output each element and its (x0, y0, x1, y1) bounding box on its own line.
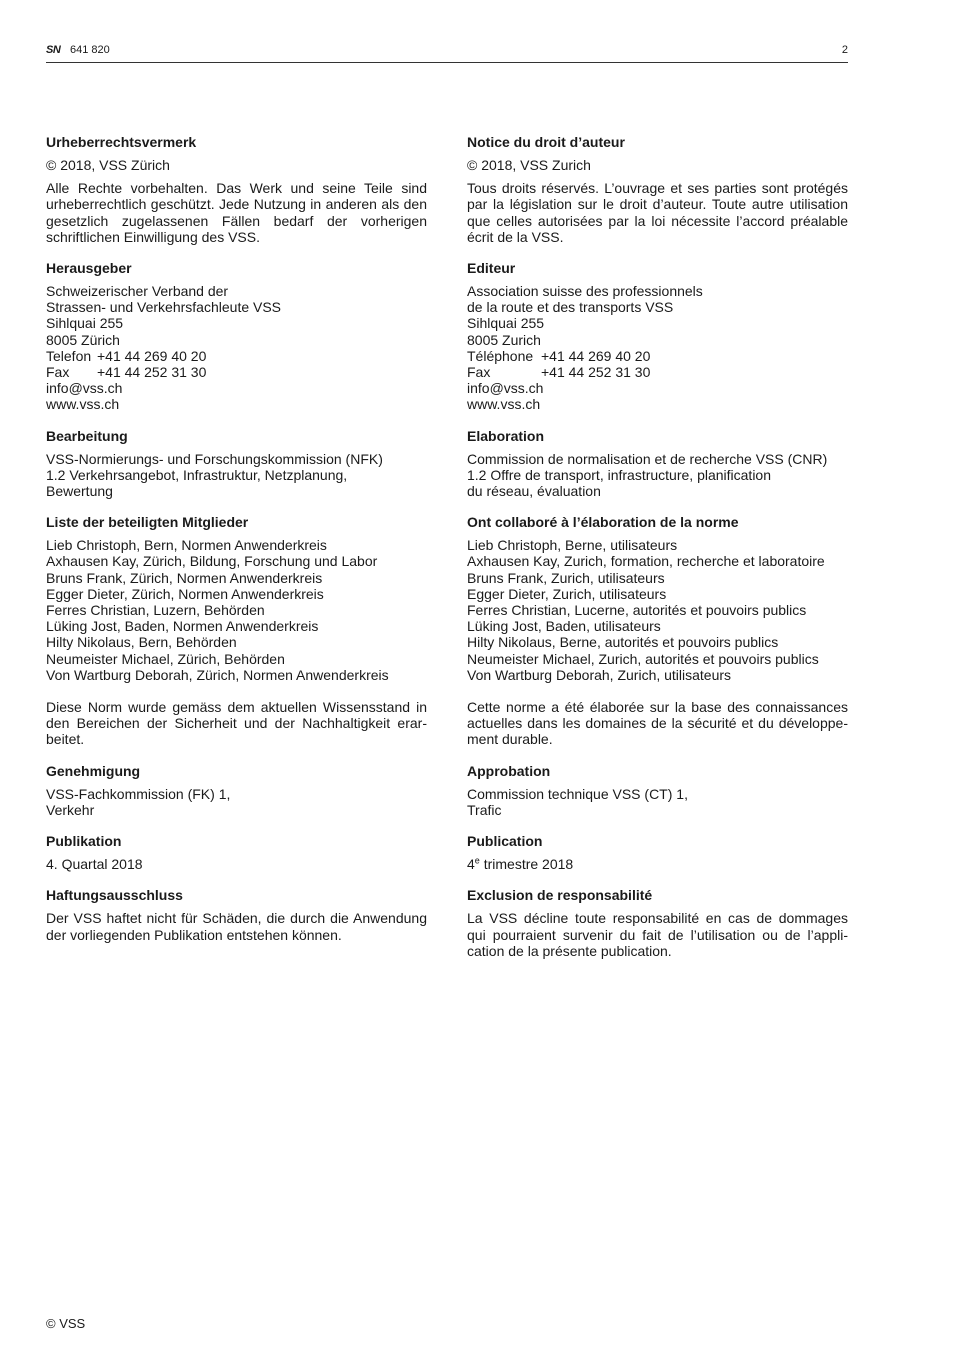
publisher-section (46, 260, 427, 413)
section-title: Elaboration (467, 427, 545, 444)
member-item: Hilty Nikolaus, Berne, autorités et pouvoirs publics (467, 634, 779, 651)
email-link[interactable]: info@vss.ch (46, 380, 123, 397)
member-item: Bruns Frank, Zurich, utilisateurs (467, 569, 665, 586)
section-title: Publikation (46, 833, 122, 850)
fax-line (467, 364, 848, 380)
section-title: Approbation (467, 762, 551, 779)
address-line: Association suisse des professionnels (467, 283, 703, 300)
sr-number: 641 820 (70, 44, 110, 56)
member-item: Lieb Christoph, Bern, Normen Anwenderkreis (46, 537, 327, 554)
section-title: Publication (467, 833, 543, 850)
section-title: Liste der beteiligten Mitglieder (46, 514, 249, 531)
member-item: Lieb Christoph, Berne, utilisateurs (467, 537, 678, 554)
norm-text: Diese Norm wurde gemäss dem aktuellen Wissensstand in den Bereichen der Sicherheit und der Nachhaltigkeit erarbeitet. (46, 699, 427, 748)
member-item: Lüking Jost, Baden, utilisateurs (467, 618, 661, 635)
phone-line (467, 348, 848, 364)
processing-line: du réseau, évaluation (467, 483, 601, 500)
email-link[interactable]: info@vss.ch (467, 380, 544, 397)
phone-label: Telefon (46, 347, 92, 364)
copyright-line: © 2018, VSS Zurich (467, 157, 591, 173)
member-item: Ferres Christian, Luzern, Behörden (46, 602, 265, 619)
copyright-text: Tous droits réservés. L’ouvrage et ses parties sont protégés par la législation sur le droit d’auteur. Toute autre utilisation que celles autorisées par la loi nécessite l’accord préalable écrit de la VSS. (467, 180, 848, 245)
disclaimer-section (467, 887, 848, 959)
fax-value: +41 44 252 31 30 (97, 364, 207, 381)
fax-label: Fax (46, 364, 70, 381)
members-section (46, 514, 427, 747)
processing-section (467, 428, 848, 500)
approval-line: Trafic (467, 801, 502, 818)
member-item: Von Wartburg Deborah, Zurich, utilisateurs (467, 666, 732, 683)
member-item: Hilty Nikolaus, Bern, Behörden (46, 634, 237, 651)
section-title: Notice du droit d’auteur (467, 134, 625, 150)
sn-logo: SN (46, 44, 61, 56)
fax-label: Fax (467, 364, 491, 381)
publisher-section (467, 260, 848, 413)
approval-line: Verkehr (46, 801, 95, 818)
publication-text: 4. Quartal 2018 (46, 856, 143, 873)
member-item: Von Wartburg Deborah, Zürich, Normen Anwenderkreis (46, 666, 389, 683)
member-item: Ferres Christian, Lucerne, autorités et pouvoirs publics (467, 602, 807, 619)
page-footer: © VSS (46, 1316, 86, 1331)
section-title: Herausgeber (46, 260, 132, 277)
copyright-section (467, 134, 848, 245)
publication-rest: trimestre 2018 (479, 856, 574, 873)
address-line: 8005 Zürich (46, 331, 120, 348)
page-number: 2 (841, 44, 848, 56)
website-link[interactable]: www.vss.ch (46, 396, 120, 413)
section-title: Urheberrechtsvermerk (46, 134, 197, 150)
processing-line: 1.2 Verkehrsangebot, Infrastruktur, Netzplanung, (46, 466, 348, 483)
processing-line: 1.2 Offre de transport, infrastructure, planification (467, 466, 772, 483)
processing-line: Commission de normalisation et de recherche VSS (CNR) (467, 450, 828, 467)
fax-line (46, 364, 427, 380)
website-link[interactable]: www.vss.ch (467, 396, 541, 413)
publication-superscript: e (474, 855, 480, 866)
member-item: Axhausen Kay, Zurich, formation, recherche et laboratoire (467, 553, 825, 570)
copyright-text: Alle Rechte vorbehalten. Das Werk und seine Teile sind urheberrechtlich geschützt. Jede Nutzung in anderen als den gesetzlich zugelassenen Fällen bedarf der vorherigen schriftlichen Einwilligung des VSS. (46, 180, 427, 245)
address-line: Schweizerischer Verband der (46, 283, 229, 300)
section-title: Bearbeitung (46, 427, 128, 444)
publication-section (467, 833, 848, 872)
section-title: Editeur (467, 260, 516, 277)
phone-line (46, 348, 427, 364)
approval-section (467, 763, 848, 818)
phone-value: +41 44 269 40 20 (541, 347, 651, 364)
member-item: Neumeister Michael, Zürich, Behörden (46, 650, 285, 667)
address-line: de la route et des transports VSS (467, 299, 674, 316)
copyright-section (46, 134, 427, 245)
approval-line: VSS-Fachkommission (FK) 1, (46, 785, 231, 802)
publication-section (46, 833, 427, 872)
member-item: Axhausen Kay, Zürich, Bildung, Forschung und Labor (46, 553, 378, 570)
approval-line: Commission technique VSS (CT) 1, (467, 785, 688, 802)
address-line: 8005 Zurich (467, 331, 541, 348)
publication-number: 4 (467, 856, 475, 873)
members-section (467, 514, 848, 747)
member-item: Bruns Frank, Zürich, Normen Anwenderkreis (46, 569, 323, 586)
processing-line: VSS-Normierungs- und Forschungskommission (NFK) (46, 450, 383, 467)
address-line: Strassen- und Verkehrsfachleute VSS (46, 299, 282, 316)
member-item: Egger Dieter, Zurich, utilisateurs (467, 585, 667, 602)
address-line: Sihlquai 255 (467, 315, 545, 332)
disclaimer-text: Der VSS haftet nicht für Schäden, die durch die Anwendung der vorliegenden Publikation entstehen können. (46, 910, 427, 943)
section-title: Genehmigung (46, 762, 141, 779)
german-column (46, 134, 427, 943)
disclaimer-text: La VSS décline toute responsabilité en cas de dommages qui pourraient survenir du fait de l’utilisation ou de l’application de la présente publication. (467, 910, 848, 959)
norm-text: Cette norme a été élaborée sur la base des connaissances actuelles dans les domaines de la sécurité et du développement durable. (467, 699, 848, 748)
copyright-line: © 2018, VSS Zürich (46, 157, 170, 173)
page-header (46, 44, 848, 63)
processing-line: Bewertung (46, 483, 113, 500)
disclaimer-section (46, 887, 427, 942)
member-item: Neumeister Michael, Zurich, autorités et pouvoirs publics (467, 650, 819, 667)
phone-value: +41 44 269 40 20 (97, 347, 207, 364)
member-item: Egger Dieter, Zürich, Normen Anwenderkreis (46, 585, 324, 602)
member-item: Lüking Jost, Baden, Normen Anwenderkreis (46, 618, 319, 635)
address-line: Sihlquai 255 (46, 315, 124, 332)
approval-section (46, 763, 427, 818)
phone-label: Téléphone (467, 347, 534, 364)
section-title: Exclusion de responsabilité (467, 887, 653, 904)
fax-value: +41 44 252 31 30 (541, 364, 651, 381)
publication-text (467, 856, 848, 872)
section-title: Haftungsausschluss (46, 887, 183, 904)
processing-section (46, 428, 427, 500)
french-column (467, 134, 848, 959)
section-title: Ont collaboré à l’élaboration de la norme (467, 514, 739, 531)
